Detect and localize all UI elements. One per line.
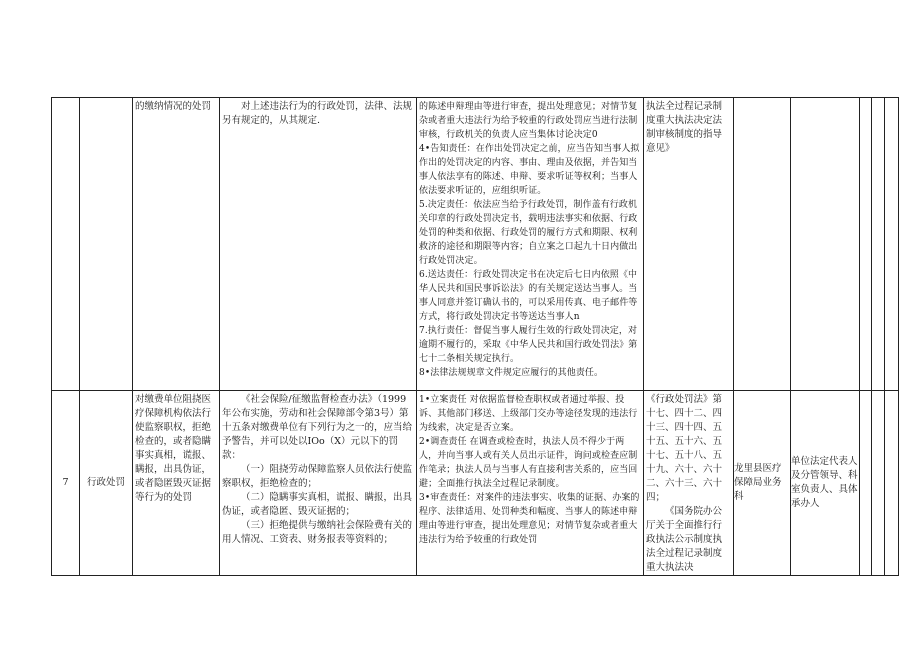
blank-cell xyxy=(885,98,899,391)
dept-text: 龙里县医疗保障局业务科 xyxy=(734,463,782,502)
duty-basis-cell xyxy=(644,391,734,576)
responsible-cell xyxy=(791,391,860,576)
table-row xyxy=(52,391,899,576)
duty-paragraph: 5.决定责任：依法应当给予行政处罚，制作盖有行政机关印章的行政处罚决定书，载明违法事实和依据、行政处罚的种类和依据、行政处罚的履行方式和期限、权利救济的途径和期限等内容；自立案之口起九十日内做出行政处罚决定。 xyxy=(419,200,638,266)
blank-cell xyxy=(885,391,899,576)
seq-cell-empty xyxy=(52,98,80,391)
basis-cell xyxy=(220,391,417,576)
basis-cell xyxy=(220,98,417,391)
seq-number: 7 xyxy=(62,477,69,488)
responsible-text: 单位法定代表人及分管领导、科室负责人、具体承办人 xyxy=(791,456,858,509)
table-row xyxy=(52,98,899,391)
duty-paragraph: 3•审查责任：对案件的违法事实、收集的证据、办案的程序、法律适用、处罚种类和幅度、当事人的陈述申辩理由等进行审查，提出处理意见；对情节复杂或者重大违法行为给予较重的行政处罚 xyxy=(419,493,640,545)
power-list-table xyxy=(51,97,899,576)
blank-cell xyxy=(872,391,885,576)
duty-paragraph: 的陈述申辩理由等进行审查，提出处理意见；对情节复杂或者重大违法行为给予较重的行政处罚应当进行法制审核，行政机关的负责人应当集体讨论决定0 xyxy=(419,102,638,140)
seq-cell xyxy=(52,391,80,576)
dept-cell xyxy=(734,391,791,576)
blank-cell xyxy=(872,98,885,391)
blank-cell xyxy=(860,98,872,391)
duty-paragraph: 6.送达责任：行政处罚决定书在决定后七日内依照《中华人民共和国民事诉讼法》的有关规定送达当事人。当事人同意并签订确认书的，可以采用传真、电子邮件等方式，将行政处罚决定书等送达当事人n xyxy=(419,270,638,322)
category-cell xyxy=(80,391,133,576)
duty-basis-paragraph: 《国务院办公厅关于全面推行行政执法公示制度执法全过程记录制度重大执法决 xyxy=(646,506,723,573)
subject-cell xyxy=(133,391,220,576)
duty-paragraph: 4•告知责任：在作出处罚决定之前，应当告知当事人拟作出的处罚决定的内容、事由、理由及依据，并告知当事人依法享有的陈述、申辩、要求听证等权利；当事人依法要求听证的，应组织听证。 xyxy=(419,144,640,196)
basis-paragraph: （三）拒绝提供与缴纳社会保险费有关的用人情况、工资表、财务报表等资料的； xyxy=(222,520,413,545)
duty-paragraph: 2•调查责任 在调查或检查时，执法人员不得少于两人，并向当事人或有关人员出示证件，询问或检查应制作笔录；执法人员与当事人有直接利害关系的，应当回避；全面推行执法全过程记录制度。 xyxy=(419,437,638,489)
blank-cell xyxy=(860,391,872,576)
duty-basis-paragraph: 《行政处罚法》第十七、四十二、四十三、四十四、五十五、五十六、五十七、五十八、五十九、六十、六十二、六十三、六十四； xyxy=(646,394,723,503)
subject-text: 对缴费单位阻挠医疗保障机构依法行使监察职权，拒绝检查的，或者隐瞒事实真相，谎报、瞒报，出具伪证，或者隐匿毁灭证据等行为的处罚 xyxy=(135,394,212,503)
basis-text: 对上述违法行为的行政处罚，法律、法规另有规定的，从其规定. xyxy=(222,101,413,126)
duties-cell xyxy=(417,98,644,391)
subject-cell xyxy=(133,98,220,391)
duty-paragraph: 8•法律法规规章文件规定应履行的其他责任。 xyxy=(419,368,604,378)
duties-cell xyxy=(417,391,644,576)
duty-paragraph: 7.执行责任：督促当事人履行生效的行政处罚决定，对逾期不履行的，采取《中华人民共和国行政处罚法》第七十二条相关规定执行。 xyxy=(419,326,638,364)
responsible-cell-empty xyxy=(791,98,860,391)
duty-basis-cell xyxy=(644,98,734,391)
basis-paragraph: （一）阻挠劳动保障监察人员依法行使监察职权，拒绝检查的； xyxy=(222,464,413,489)
dept-cell-empty xyxy=(734,98,791,391)
basis-paragraph: 《社会保险/征缴监督检查办法》（1999年公布实施，劳动和社会保障部令第3号）第十五条对缴费单位有下列行为之一的，应当给予警告，并可以处以IOo（X）元以下的罚款： xyxy=(222,394,413,461)
basis-paragraph: （二）隐瞒事实真相，谎报、瞒报，出具伪证，或者隐匿、毁灭证据的； xyxy=(222,492,413,517)
category-cell-empty xyxy=(80,98,133,391)
category-text: 行政处罚 xyxy=(86,477,125,488)
subject-text: 的缴纳情况的处罚 xyxy=(135,101,212,112)
duty-basis-text: 执法全过程记录制度重大执法决定法制审核制度的指导意见》 xyxy=(646,101,723,154)
duty-paragraph: 1•立案责任 对依据监督检查职权或者通过举报、投诉、其他部门移送、上级部门交办等途径发现的违法行为线索，决定是否立案。 xyxy=(419,395,638,433)
